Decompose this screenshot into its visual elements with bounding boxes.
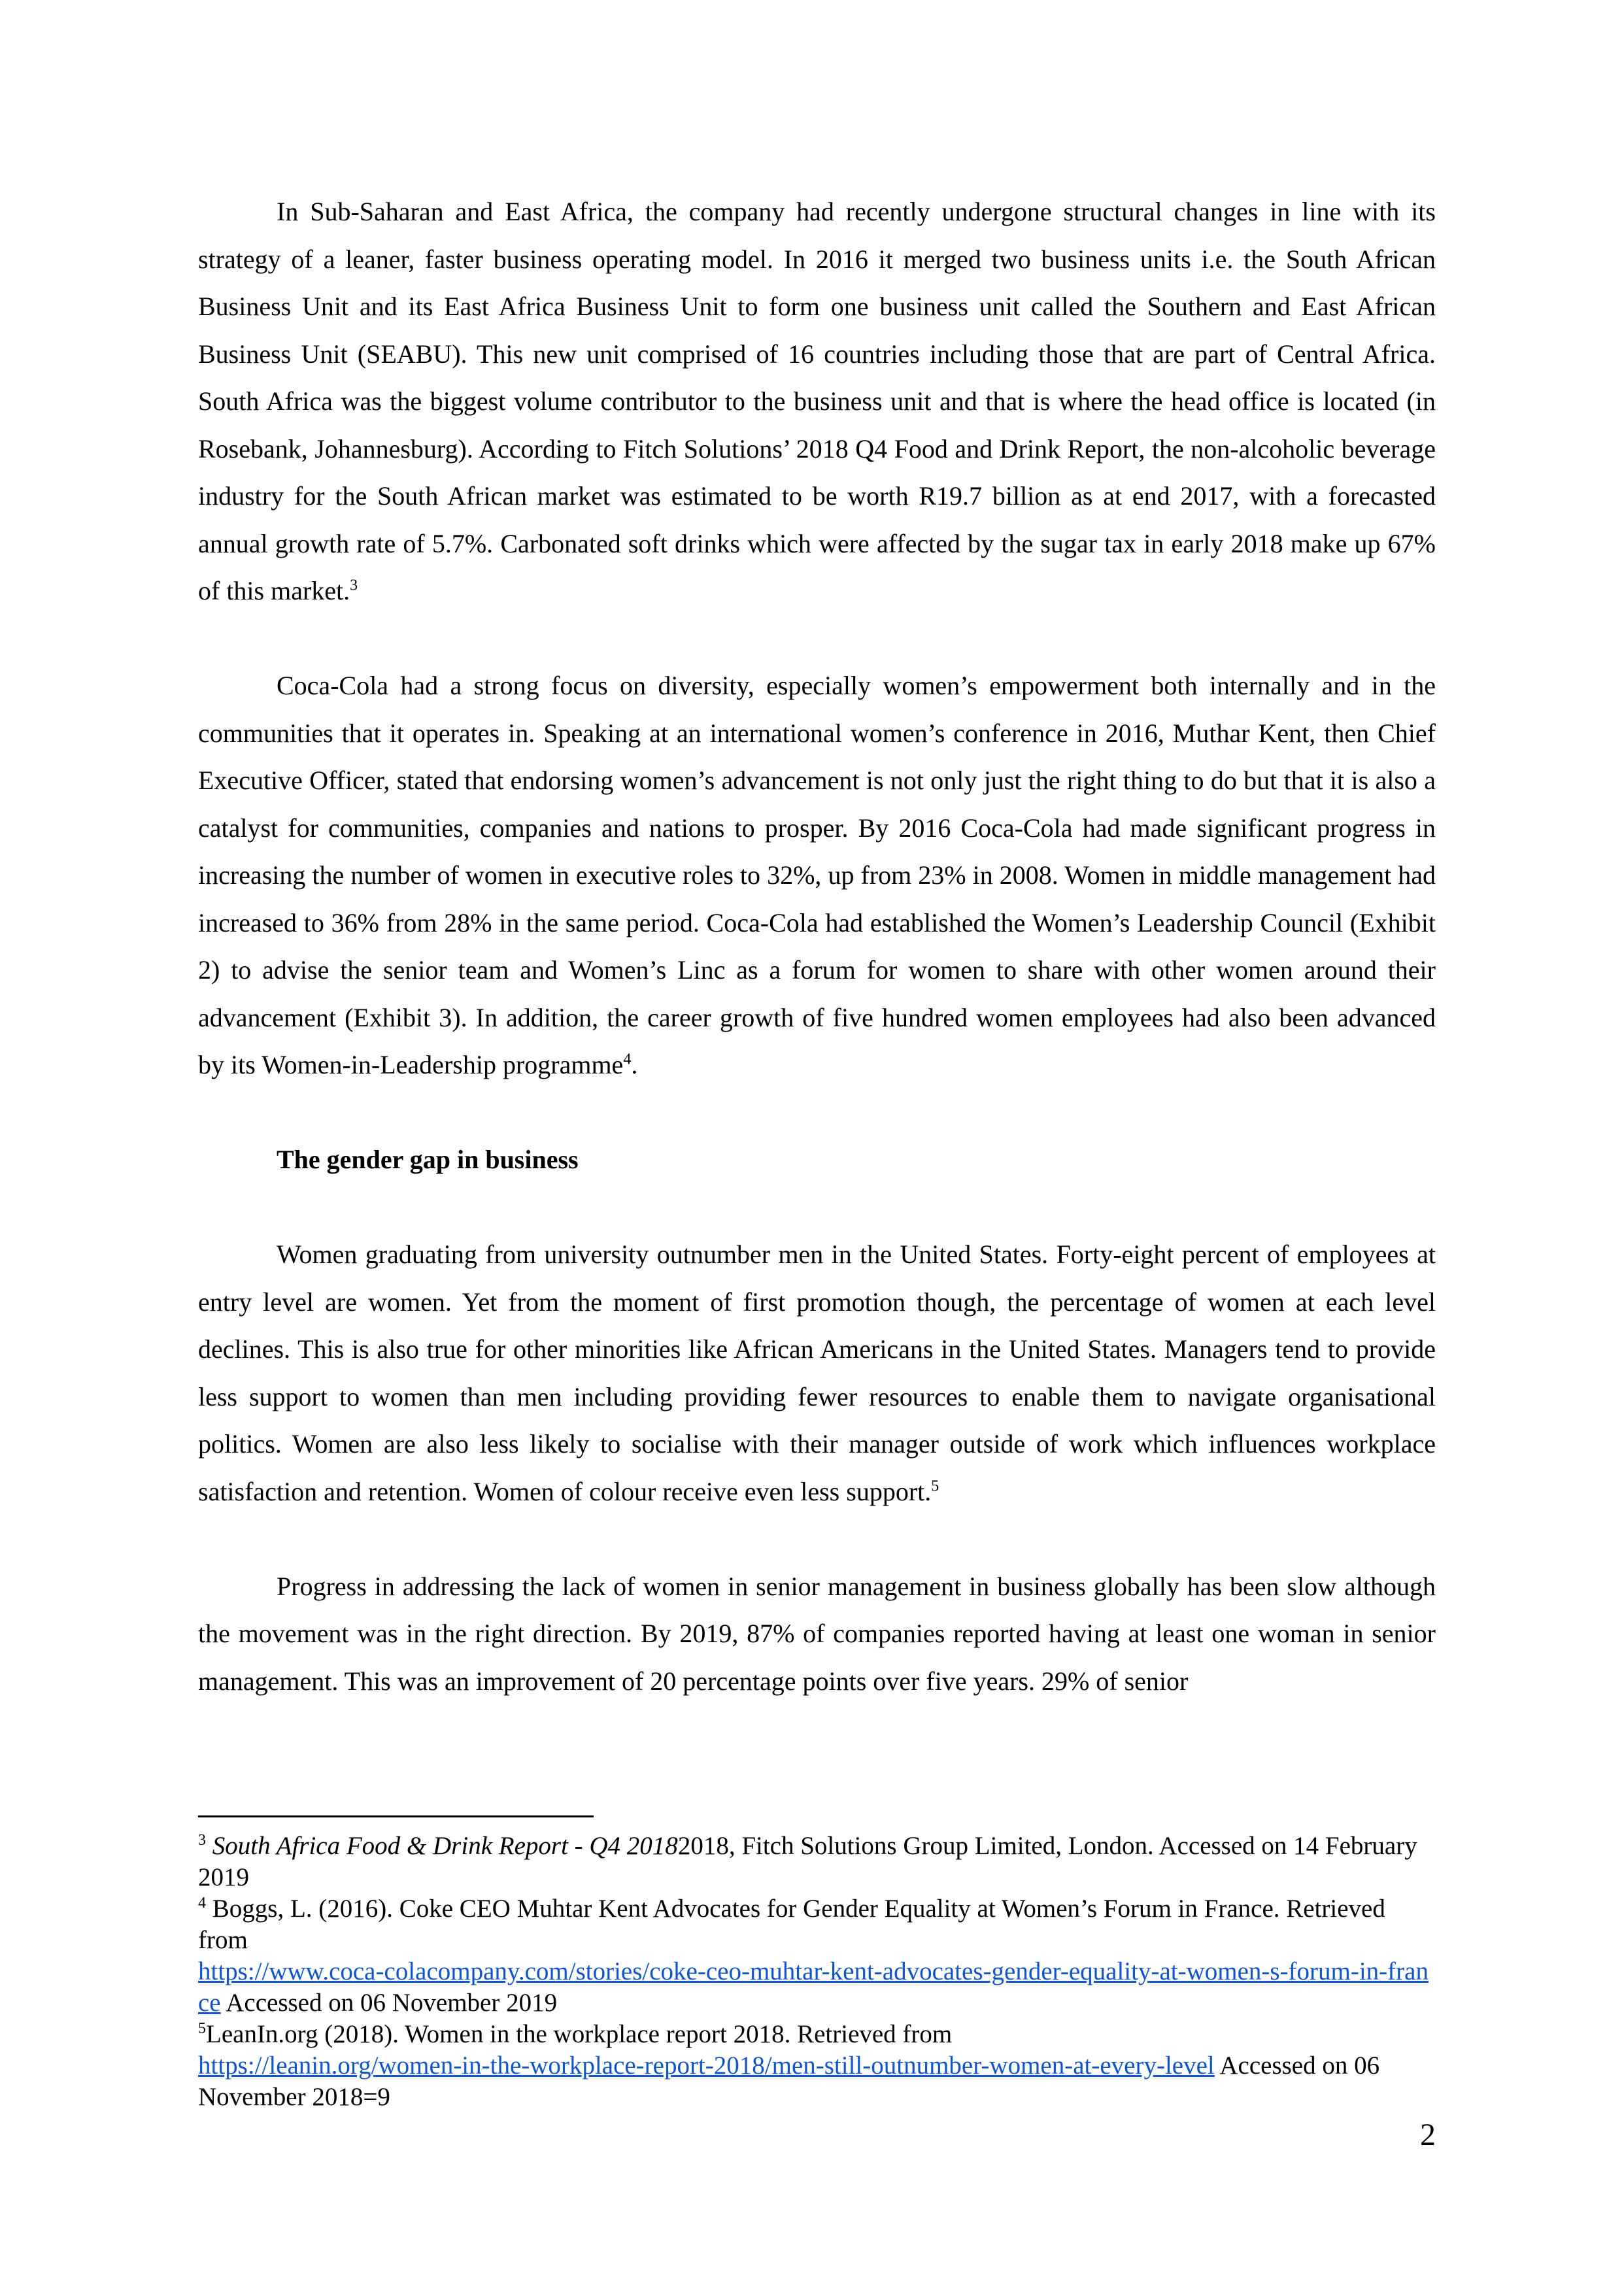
footnote-title: South Africa Food & Drink Report - Q4 2018 [212,1832,678,1860]
paragraph-diversity [198,662,1436,1089]
paragraph-text: In Sub-Saharan and East Africa, the company had recently undergone structural changes in line with its strategy of a leaner, faster business operating model. In 2016 it merged two business units i.e. the South African Business Unit and its East Africa Business Unit to form one business unit called the Southern and East African Business Unit (SEABU). This new unit comprised of 16 countries including those that are part of Central Africa. South Africa was the biggest volume contributor to the business unit and that is where the head office is located (in Rosebank, Johannesburg). According to Fitch Solutions’ 2018 Q4 Food and Drink Report, the non-alcoholic beverage industry for the South African market was estimated to be worth R19.7 billion as at end 2017, with a forecasted annual growth rate of 5.7%. Carbonated soft drinks which were affected by the sugar tax in early 2018 make up 67% of this market. [198,197,1436,605]
footnote-ref[interactable]: 5 [931,1477,939,1495]
footnote-link[interactable]: https://www.coca-colacompany.com/stories/coke-ceo-muhtar-kent-advocates-gender-equality-at-women-s-forum-in-france [198,1957,1429,2017]
footnote-number: 3 [198,1832,206,1849]
footnote-ref[interactable]: 4 [623,1051,632,1068]
paragraph-text: Progress in addressing the lack of women in senior management in business globally has been slow although the movement was in the right direction. By 2019, 87% of companies reported having at least one woman in senior management. This was an improvement of 20 percentage points over five years. 29% of senior [198,1571,1436,1696]
footnote-text: 2018, Fitch Solutions Group Limited, London. Accessed on 14 February 2019 [198,1832,1417,1891]
footnote-4 [198,1893,1436,2019]
paragraph-gender-gap [198,1231,1436,1515]
paragraph-progress [198,1563,1436,1706]
footnote-3 [198,1830,1436,1893]
footnote-text: LeanIn.org (2018). Women in the workplace report 2018. Retrieved from [206,2020,953,2048]
paragraph-end-punct: . [631,1050,638,1079]
footnote-divider [198,1815,594,1817]
footnote-text: Boggs, L. (2016). Coke CEO Muhtar Kent Advocates for Gender Equality at Women’s Forum in France. Retrieved from [198,1895,1385,1954]
section-heading: The gender gap in business [277,1145,579,1174]
body-text [198,188,1436,1705]
footnote-number: 5 [198,2020,206,2037]
footnote-accessed: Accessed on 06 November 2018=9 [198,2051,1380,2111]
paragraph-text: Women graduating from university outnumber men in the United States. Forty-eight percent of employees at entry level are women. Yet from the moment of first promotion though, the percentage of women at each level declines. This is also true for other minorities like African Americans in the United States. Managers tend to provide less support to women than men including providing fewer resources to enable them to navigate organisational politics. Women are also less likely to socialise with their manager outside of work which influences workplace satisfaction and retention. Women of colour receive even less support. [198,1240,1436,1506]
footnote-link[interactable]: https://leanin.org/women-in-the-workplace-report-2018/men-still-outnumber-women-at-every-level [198,2051,1215,2080]
footnotes [198,1830,1436,2113]
footnote-ref[interactable]: 3 [350,577,358,594]
footnote-5 [198,2019,1436,2113]
paragraph-seabu [198,188,1436,615]
paragraph-text: Coca-Cola had a strong focus on diversity, especially women’s empowerment both internally and in the communities that it operates in. Speaking at an international women’s conference in 2016, Muthar Kent, then Chief Executive Officer, stated that endorsing women’s advancement is not only just the right thing to do but that it is also a catalyst for communities, companies and nations to prosper. By 2016 Coca-Cola had made significant progress in increasing the number of women in executive roles to 32%, up from 23% in 2008. Women in middle management had increased to 36% from 28% in the same period. Coca-Cola had established the Women’s Leadership Council (Exhibit 2) to advise the senior team and Women’s Linc as a forum for women to share with other women around their advancement (Exhibit 3). In addition, the career growth of five hundred women employees had also been advanced by its Women-in-Leadership programme [198,671,1436,1079]
page-number: 2 [1420,2117,1436,2152]
footnote-number: 4 [198,1895,206,1912]
footnote-accessed: Accessed on 06 November 2019 [226,1989,558,2017]
